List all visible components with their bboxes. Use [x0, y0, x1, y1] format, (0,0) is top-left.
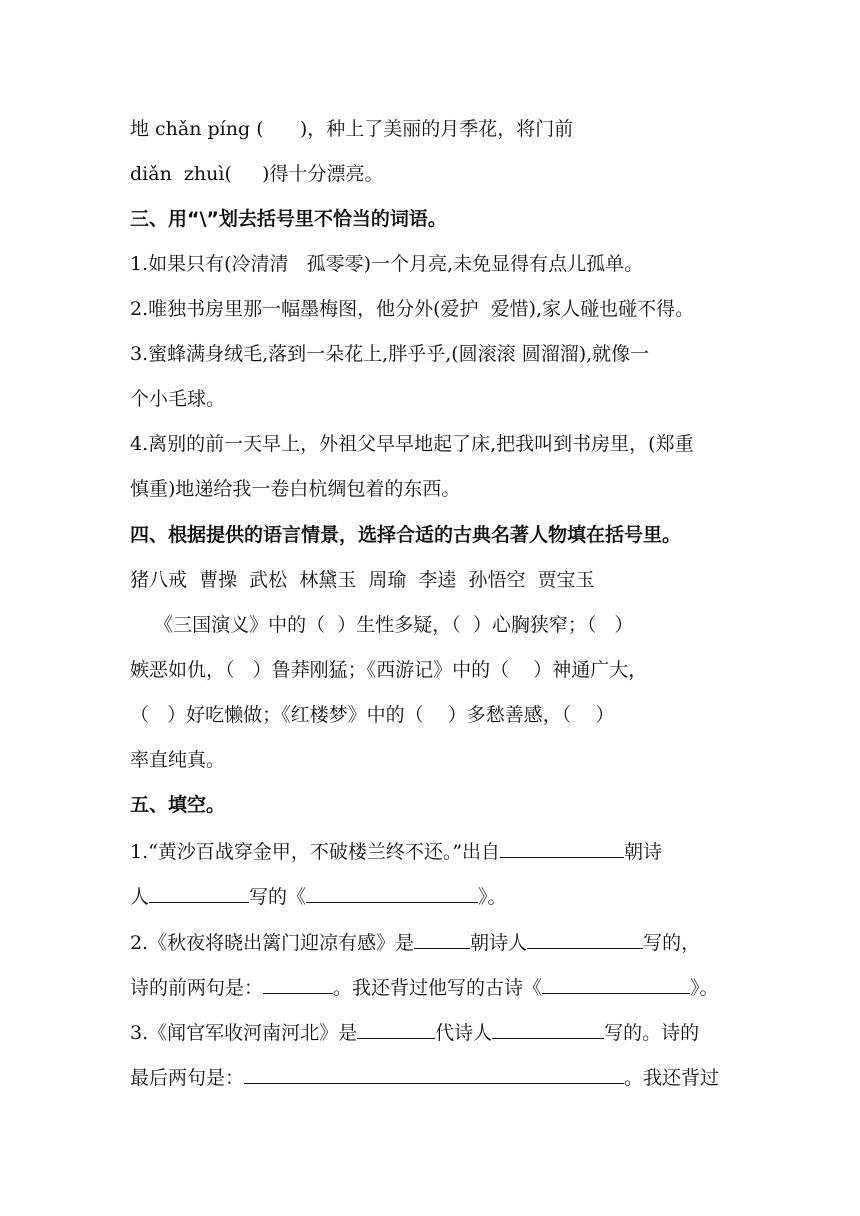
fill-line: 最后两句是： 。我还背过 [130, 1063, 740, 1091]
section-heading-5: 五、填空。 [130, 794, 226, 816]
answer-blank[interactable] [306, 882, 478, 903]
text-line: diǎn zhuì( )得十分漂亮。 [130, 163, 384, 185]
question-line: 个小毛球。 [130, 388, 226, 410]
answer-blank[interactable] [244, 1063, 624, 1084]
section-heading-3: 三、用“\”划去括号里不恰当的词语。 [130, 208, 447, 230]
fill-line: 人 写的《 》。 [130, 882, 740, 910]
question-line: 慎重)地递给我一卷白杭绸包着的东西。 [130, 478, 461, 500]
question-line: 4.离别的前一天早上，外祖父早早地起了床,把我叫到书房里，(郑重 [130, 433, 694, 455]
answer-blank[interactable] [414, 928, 470, 949]
question-line: 2.唯独书房里那一幅墨梅图，他分外(爱护 爱惜),家人碰也碰不得。 [130, 298, 695, 320]
answer-blank[interactable] [263, 973, 333, 994]
fill-line: 诗的前两句是： 。我还背过他写的古诗《 》。 [130, 973, 740, 1001]
answer-blank[interactable] [492, 1018, 604, 1039]
question-line: 嫉恶如仇，（ ）鲁莽刚猛；《西游记》中的（ ）神通广大， [130, 659, 648, 681]
answer-blank[interactable] [357, 1018, 435, 1039]
question-line: 1.如果只有(冷清清 孤零零)一个月亮,未免显得有点儿孤单。 [130, 253, 644, 275]
fill-line: 3.《闻官军收河南河北》是 代诗人 写的。诗的 [130, 1018, 740, 1046]
answer-blank[interactable] [500, 837, 624, 858]
question-line: 《三国演义》中的（ ）生性多疑，（ ）心胸狭窄；（ ） [130, 614, 634, 636]
fill-line: 2.《秋夜将晓出篱门迎凉有感》是 朝诗人 写的， [130, 928, 740, 956]
fill-line: 1.“黄沙百战穿金甲，不破楼兰终不还。”出自 朝诗 [130, 837, 740, 865]
question-line: 3.蜜蜂满身绒毛,落到一朵花上,胖乎乎,(圆滚滚 圆溜溜),就像一 [130, 343, 650, 365]
answer-blank[interactable] [149, 882, 249, 903]
answer-blank[interactable] [542, 973, 690, 994]
character-list: 猪八戒 曹操 武松 林黛玉 周瑜 李逵 孙悟空 贾宝玉 [130, 569, 595, 591]
question-line: （ ）好吃懒做；《红楼梦》中的（ ）多愁善感，（ ） [130, 704, 615, 726]
question-line: 率直纯真。 [130, 749, 226, 771]
section-heading-4: 四、根据提供的语言情景，选择合适的古典名著人物填在括号里。 [130, 524, 682, 546]
text-line: 地 chǎn píng ( )，种上了美丽的月季花，将门前 [130, 118, 574, 140]
answer-blank[interactable] [527, 928, 643, 949]
